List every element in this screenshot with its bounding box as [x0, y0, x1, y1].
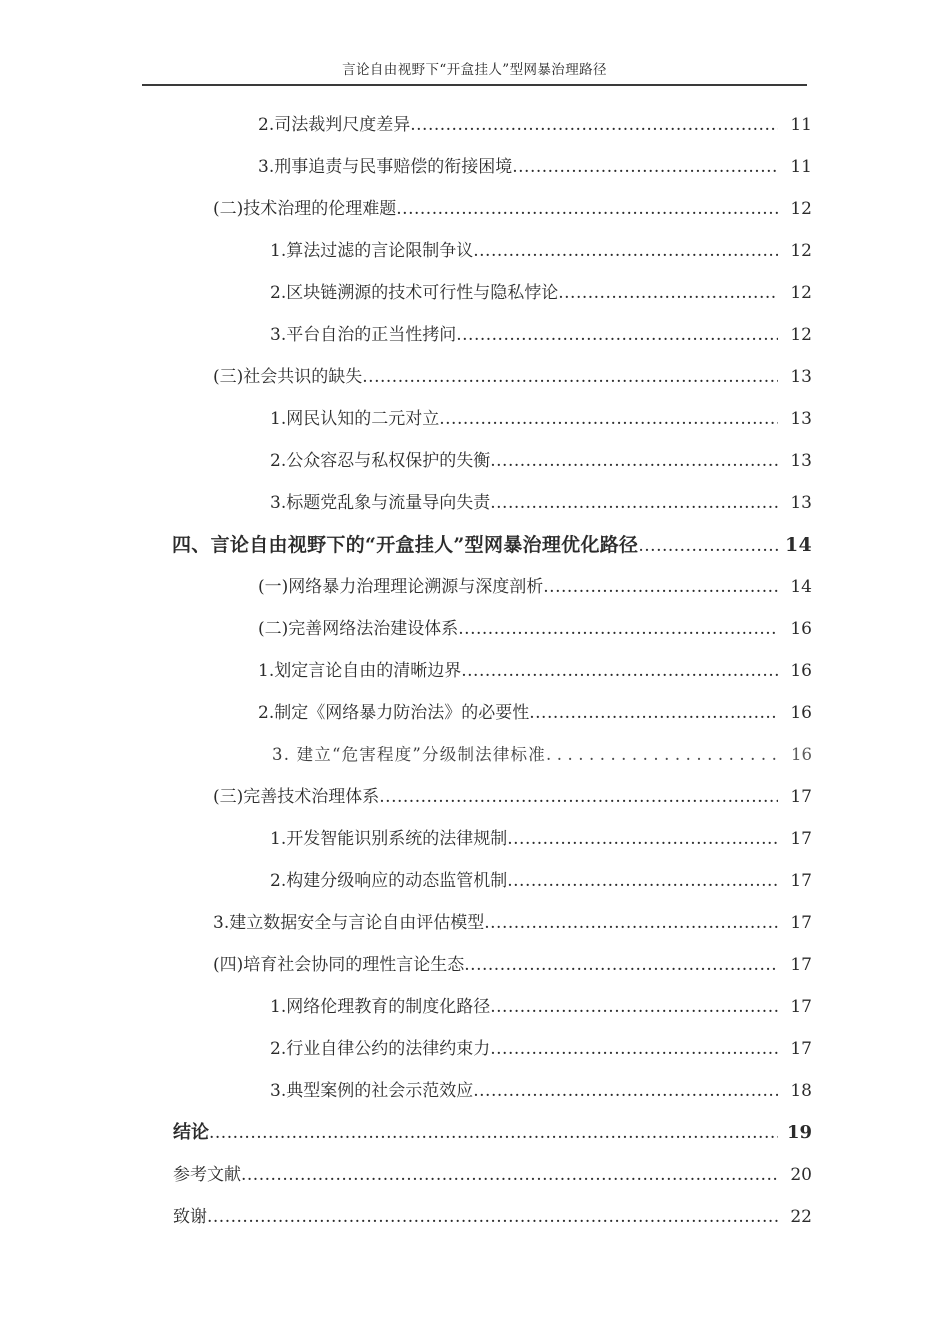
toc-entry[interactable]	[0, 776, 950, 818]
toc-entry-label: 3.典型案例的社会示范效应	[270, 1081, 474, 1101]
toc-entry[interactable]	[0, 230, 950, 272]
toc-entry-label: (二)完善网络法治建设体系	[258, 619, 459, 639]
toc-leader-dots	[207, 1196, 778, 1238]
toc-entry-page-number: 13	[790, 409, 812, 429]
toc-entry-page-number: 12	[790, 199, 812, 219]
toc-entry[interactable]	[0, 566, 950, 608]
toc-entry-page-number: 16	[791, 745, 812, 764]
header-divider	[142, 84, 807, 86]
toc-leader-dots	[543, 566, 778, 608]
toc-entry-label: 3.标题党乱象与流量导向失责	[270, 493, 491, 513]
toc-leader-dots	[529, 692, 778, 734]
toc-entry-page-number: 13	[790, 367, 812, 387]
toc-entry[interactable]	[0, 146, 950, 188]
toc-leader-dots	[458, 608, 778, 650]
toc-entry[interactable]	[0, 902, 950, 944]
toc-entry-page-number: 13	[790, 493, 812, 513]
toc-entry[interactable]	[0, 104, 950, 146]
toc-entry-label: 参考文献	[173, 1165, 241, 1185]
toc-entry[interactable]	[0, 650, 950, 692]
toc-entry-page-number: 14	[790, 577, 812, 597]
toc-entry[interactable]	[0, 482, 950, 524]
toc-leader-dots	[209, 1112, 778, 1154]
toc-leader-dots	[484, 902, 778, 944]
toc-entry-page-number: 22	[790, 1207, 812, 1227]
toc-leader-dots	[490, 986, 778, 1028]
toc-entry-page-number: 12	[790, 283, 812, 303]
toc-entry-label: 1.网民认知的二元对立	[270, 409, 440, 429]
toc-leader-dots	[461, 650, 778, 692]
toc-leader-dots	[473, 230, 778, 272]
toc-entry[interactable]	[0, 734, 950, 776]
toc-entry-page-number: 11	[790, 115, 812, 135]
toc-entry-page-number: 16	[790, 619, 812, 639]
toc-entry-label: (三)社会共识的缺失	[213, 367, 363, 387]
toc-leader-dots	[558, 272, 778, 314]
toc-entry[interactable]	[0, 1196, 950, 1238]
table-of-contents	[0, 104, 950, 1238]
toc-leader-dots	[638, 525, 778, 567]
toc-entry-label: 四、言论自由视野下的“开盒挂人”型网暴治理优化路径	[172, 534, 639, 556]
toc-entry-label: 2.区块链溯源的技术可行性与隐私悖论	[270, 283, 559, 303]
toc-entry-page-number: 18	[790, 1081, 812, 1101]
toc-entry-label: 3.建立数据安全与言论自由评估模型	[213, 913, 485, 933]
toc-entry-label: (一)网络暴力治理理论溯源与深度剖析	[258, 577, 544, 597]
toc-entry-label: (四)培育社会协同的理性言论生态	[213, 955, 465, 975]
toc-leader-dots	[512, 146, 778, 188]
toc-entry-label: 1.划定言论自由的清晰边界	[258, 661, 462, 681]
toc-leader-dots	[396, 188, 778, 230]
toc-entry[interactable]	[0, 1154, 950, 1196]
toc-entry-page-number: 11	[790, 157, 812, 177]
toc-entry[interactable]	[0, 1070, 950, 1112]
toc-entry-label: 2.制定《网络暴力防治法》的必要性	[258, 703, 530, 723]
toc-entry-label: 结论	[173, 1122, 209, 1143]
toc-entry-label: (三)完善技术治理体系	[213, 787, 380, 807]
toc-leader-dots	[362, 356, 778, 398]
toc-entry[interactable]	[0, 692, 950, 734]
toc-leader-dots	[439, 398, 778, 440]
page-running-header	[142, 60, 807, 86]
toc-entry-page-number: 17	[790, 871, 812, 891]
toc-entry-page-number: 14	[784, 534, 812, 556]
toc-entry[interactable]	[0, 986, 950, 1028]
toc-entry[interactable]	[0, 860, 950, 902]
running-title: 言论自由视野下“开盒挂人”型网暴治理路径	[342, 62, 607, 78]
toc-entry-label: 2.公众容忍与私权保护的失衡	[270, 451, 491, 471]
toc-entry[interactable]	[0, 314, 950, 356]
toc-entry-page-number: 17	[790, 955, 812, 975]
toc-leader-dots	[507, 860, 778, 902]
toc-entry[interactable]	[0, 524, 950, 566]
toc-entry-label: 3. 建立“危害程度”分级制法律标准	[272, 745, 546, 764]
toc-entry-page-number: 17	[790, 997, 812, 1017]
toc-leader-dots	[490, 1028, 778, 1070]
toc-leader-dots	[464, 944, 778, 986]
toc-entry[interactable]	[0, 188, 950, 230]
toc-entry[interactable]	[0, 1112, 950, 1154]
toc-entry-label: 3.刑事追责与民事赔偿的衔接困境	[258, 157, 513, 177]
toc-entry[interactable]	[0, 1028, 950, 1070]
toc-entry-label: 1.开发智能识别系统的法律规制	[270, 829, 508, 849]
toc-leader-dots	[241, 1154, 778, 1196]
toc-entry[interactable]	[0, 608, 950, 650]
toc-entry[interactable]	[0, 398, 950, 440]
toc-entry[interactable]	[0, 440, 950, 482]
toc-entry-page-number: 17	[790, 787, 812, 807]
toc-entry[interactable]	[0, 944, 950, 986]
toc-entry-page-number: 12	[790, 325, 812, 345]
toc-entry[interactable]	[0, 818, 950, 860]
toc-entry-label: 1.网络伦理教育的制度化路径	[270, 997, 491, 1017]
toc-entry-label: (二)技术治理的伦理难题	[213, 199, 397, 219]
toc-entry-page-number: 17	[790, 913, 812, 933]
toc-leader-dots	[490, 482, 778, 524]
toc-leader-dots	[473, 1070, 778, 1112]
toc-entry[interactable]	[0, 272, 950, 314]
toc-entry[interactable]	[0, 356, 950, 398]
toc-entry-page-number: 17	[790, 1039, 812, 1059]
toc-entry-label: 1.算法过滤的言论限制争议	[270, 241, 474, 261]
toc-entry-label: 2.司法裁判尺度差异	[258, 115, 411, 135]
toc-leader-dots	[507, 818, 778, 860]
toc-entry-label: 2.构建分级响应的动态监管机制	[270, 871, 508, 891]
toc-entry-page-number: 16	[790, 661, 812, 681]
toc-leader-dots	[456, 314, 778, 356]
toc-entry-page-number: 13	[790, 451, 812, 471]
toc-leader-dots	[379, 776, 778, 818]
toc-entry-page-number: 17	[790, 829, 812, 849]
toc-entry-page-number: 20	[790, 1165, 812, 1185]
toc-leader-dots	[490, 440, 778, 482]
toc-leader-dots	[546, 734, 778, 776]
toc-entry-label: 2.行业自律公约的法律约束力	[270, 1039, 491, 1059]
toc-leader-dots	[410, 104, 778, 146]
toc-entry-label: 3.平台自治的正当性拷问	[270, 325, 457, 345]
toc-entry-page-number: 16	[790, 703, 812, 723]
toc-entry-page-number: 19	[786, 1122, 812, 1143]
toc-entry-page-number: 12	[790, 241, 812, 261]
toc-entry-label: 致谢	[173, 1207, 207, 1227]
